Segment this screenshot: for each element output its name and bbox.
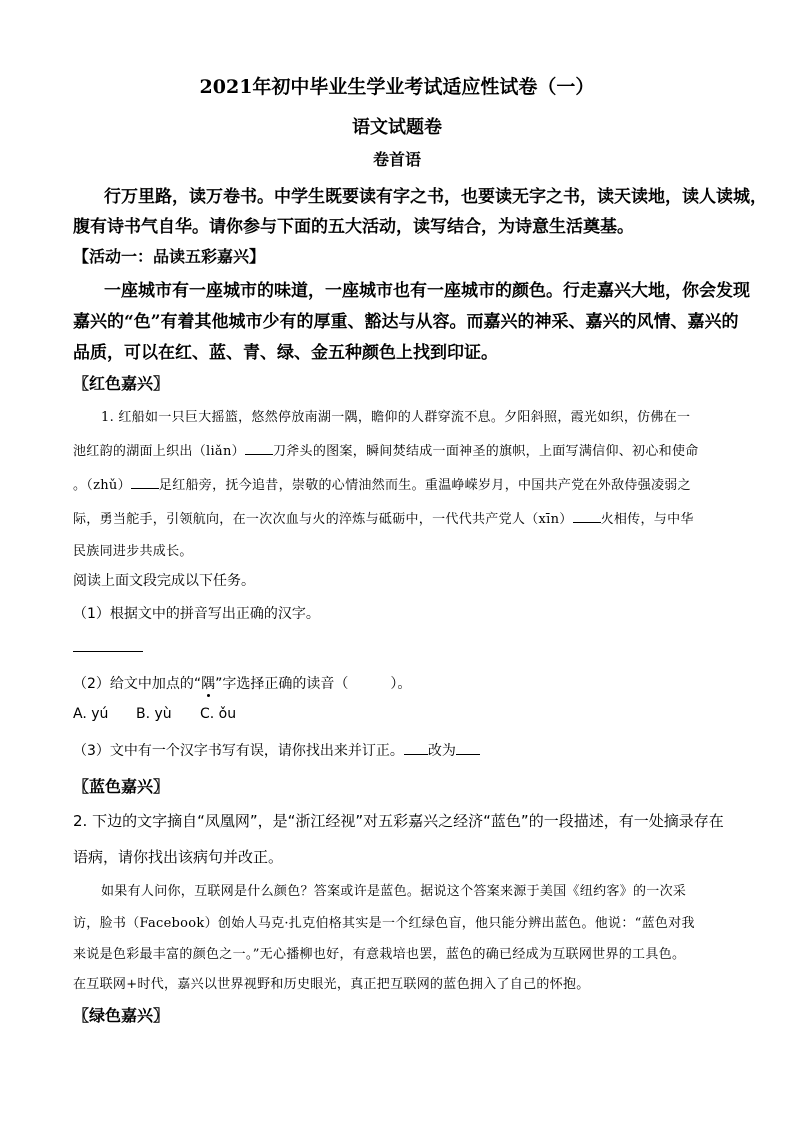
green-section-heading: 〖绿色嘉兴〗 [73, 1006, 170, 1025]
answer-blank-xin[interactable] [573, 521, 601, 523]
q1-line-2 [73, 440, 699, 459]
q2-line-1: 2. 下边的文字摘自“凤凰网”，是“浙江经视”对五彩嘉兴之经济“蓝色”的一段描述，有一处摘录存在 [73, 812, 724, 830]
sub-question-2 [73, 673, 411, 693]
activity1-intro-line-3: 品质，可以在红、蓝、青、绿、金五种颜色上找到印证。 [73, 343, 498, 363]
sub-question-1: （1）根据文中的拼音写出正确的汉字。 [73, 606, 320, 622]
q1-line-5: 民族同进步共成长。 [73, 544, 193, 559]
option-a[interactable]: A. yú [73, 706, 109, 722]
blue-paragraph-line-3: 来说是色彩最丰富的颜色之一。”无心播柳也好，有意栽培也罢，蓝色的确已经成为互联网世界的工具色。 [73, 947, 686, 962]
answer-line-sub1[interactable] [73, 651, 143, 652]
dotted-character: 隅 [201, 676, 216, 692]
q1-line-1: 1. 红船如一只巨大摇篮，悠然停放南湖一隅，瞻仰的人群穿流不息。夕阳斜照，霞光如织，仿佛在一 [101, 410, 691, 425]
blue-section-heading: 〖蓝色嘉兴〗 [73, 777, 170, 796]
q1-line-4 [73, 508, 694, 527]
q1-line-2-text-a: 池红韵的湖面上织出（liǎn） [73, 444, 245, 459]
q1-line-3-text-b: 足红船旁，抚今追昔，崇敬的心情油然而生。重温峥嵘岁月，中国共产党在外敌侍强凌弱之 [158, 478, 691, 493]
q1-line-4-text-b: 火相传，与中华 [600, 512, 694, 527]
option-c[interactable]: C. ǒu [200, 706, 237, 722]
answer-blank-correct-char[interactable] [456, 753, 480, 755]
activity1-heading: 【活动一：品读五彩嘉兴】 [73, 247, 266, 266]
sub-question-2-text-b: ”字选择正确的读音（ ）。 [215, 676, 412, 692]
answer-blank-wrong-char[interactable] [404, 753, 428, 755]
sub-question-3 [73, 740, 480, 760]
answer-blank-lian[interactable] [245, 453, 273, 455]
task-intro: 阅读上面文段完成以下任务。 [73, 573, 255, 589]
blue-paragraph-line-4: 在互联网+时代，嘉兴以世界视野和历史眼光，真正把互联网的蓝色拥入了自己的怀抱。 [73, 977, 590, 992]
page-title: 2021年初中毕业生学业考试适应性试卷（一） [199, 76, 595, 98]
q2-line-2: 语病，请你找出该病句并改正。 [73, 848, 284, 866]
blue-paragraph-line-1: 如果有人问你，互联网是什么颜色？答案或许是蓝色。据说这个答案来源于美国《纽约客》的一次采 [101, 884, 687, 899]
blue-paragraph-line-2: 访，脸书（Facebook）创始人马克·扎克伯格其实是一个红绿色盲，他只能分辨出蓝色。他说：“蓝色对我 [73, 916, 695, 931]
sub-question-2-text-a: （2）给文中加点的“ [73, 676, 202, 692]
paper-subtitle: 语文试题卷 [352, 117, 442, 138]
activity1-intro-line-2: 嘉兴的“色”有着其他城市少有的厚重、豁达与从容。而嘉兴的神采、嘉兴的风情、嘉兴的 [73, 312, 739, 332]
q1-line-3-text-a: 。（zhǔ） [73, 478, 131, 493]
preface-line-1: 行万里路，读万卷书。中学生既要读有字之书，也要读无字之书，读天读地，读人读城， [104, 187, 767, 207]
activity1-intro-line-1: 一座城市有一座城市的味道，一座城市也有一座城市的颜色。行走嘉兴大地，你会发现 [104, 281, 750, 301]
preface-line-2: 腹有诗书气自华。请你参与下面的五大活动，读写结合，为诗意生活奠基。 [73, 217, 634, 237]
option-b[interactable]: B. yù [136, 706, 172, 722]
answer-blank-zhu[interactable] [131, 487, 159, 489]
q1-line-2-text-b: 刀斧头的图案，瞬间焚结成一面神圣的旗帜，上面写满信仰、初心和使命 [272, 444, 699, 459]
sub-question-3-mid: 改为 [427, 743, 456, 759]
q1-line-3 [73, 474, 691, 493]
preface-heading: 卷首语 [372, 150, 421, 169]
q1-line-4-text-a: 际，勇当舵手，引领航向，在一次次血与火的淬炼与砥砺中，一代代共产党人（xīn） [73, 512, 573, 527]
sub-question-3-text: （3）文中有一个汉字书写有误，请你找出来并订正。 [73, 743, 404, 759]
red-section-heading: 〖红色嘉兴〗 [73, 374, 170, 393]
